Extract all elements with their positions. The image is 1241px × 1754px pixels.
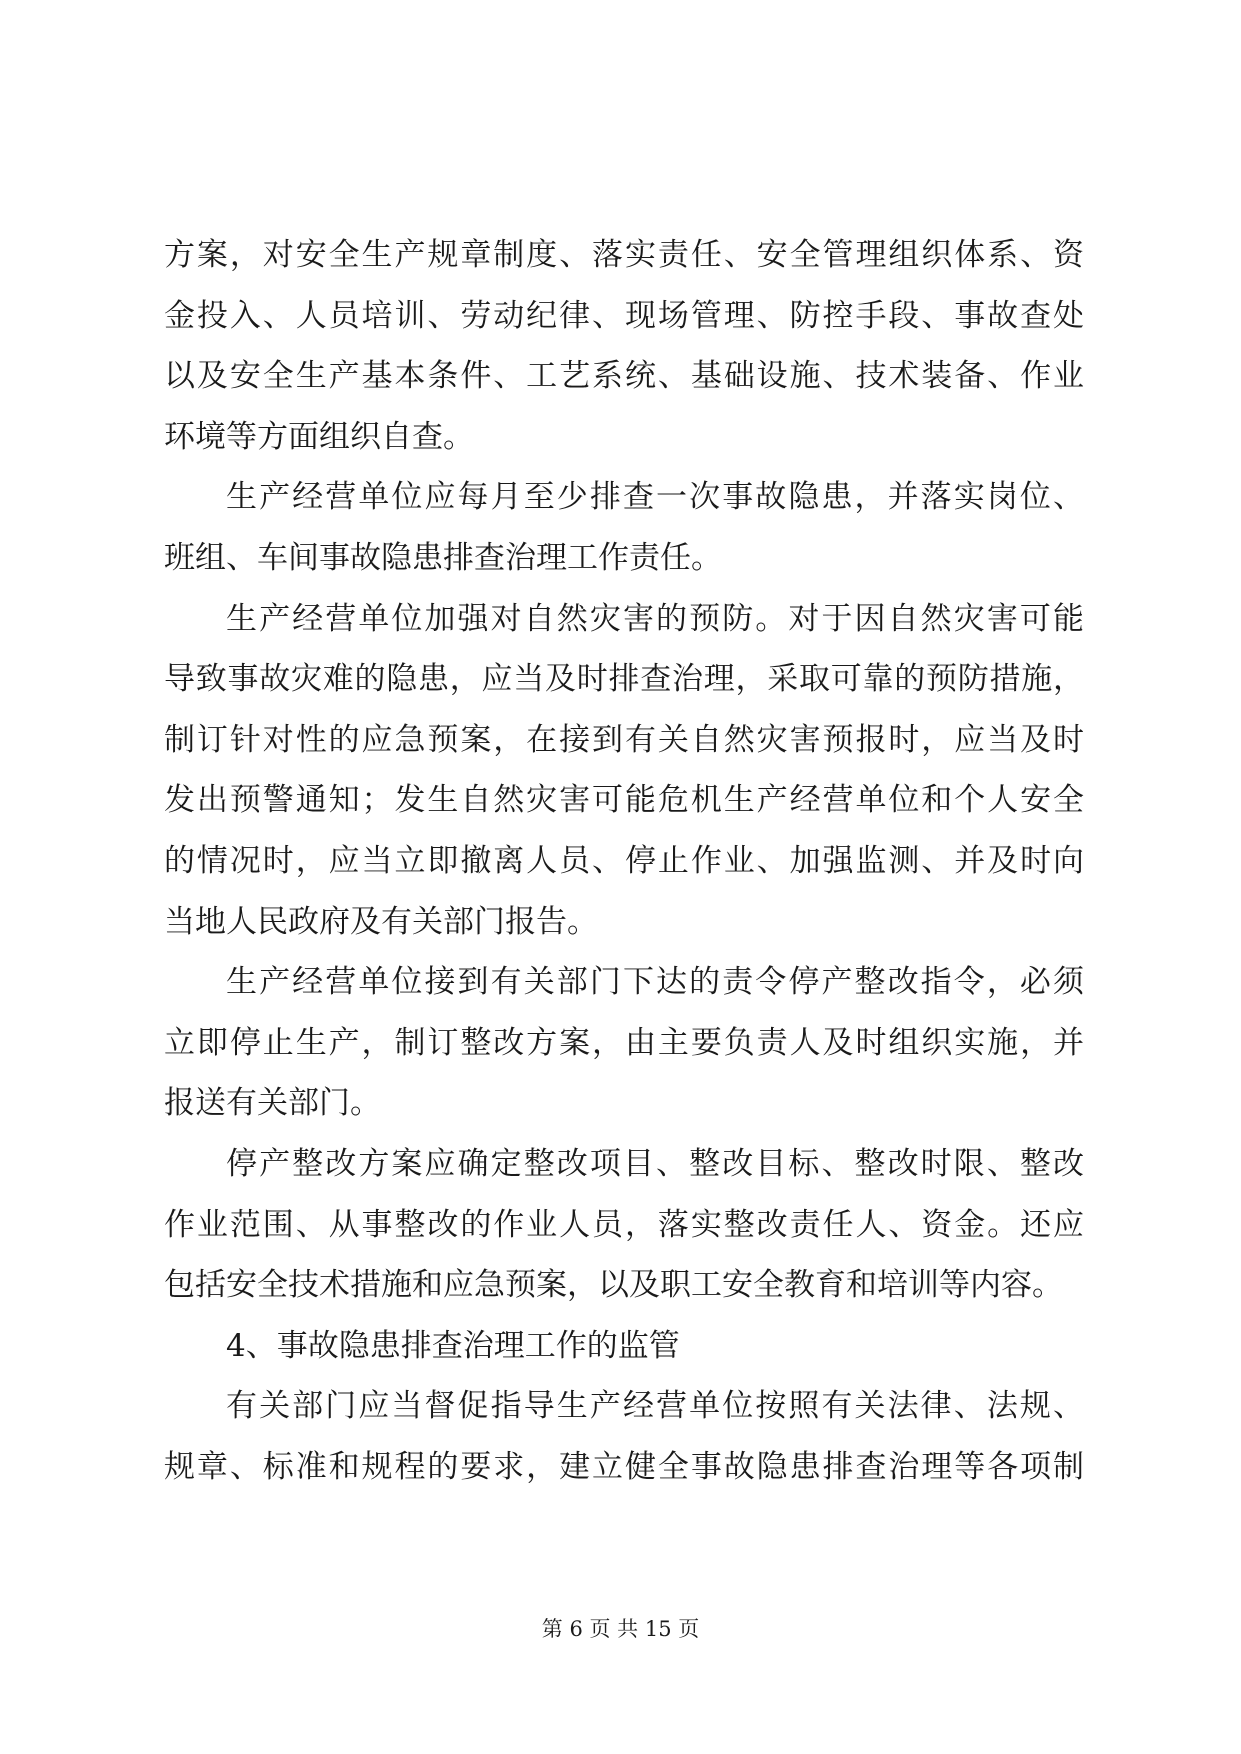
text-line: 发出预警通知；发生自然灾害可能危机生产经营单位和个人安全 xyxy=(164,782,1084,819)
text-line: 包括安全技术措施和应急预案，以及职工安全教育和培训等内容。 xyxy=(164,1267,1063,1304)
text-line: 当地人民政府及有关部门报告。 xyxy=(164,903,598,940)
page-footer xyxy=(0,1614,1241,1644)
text-line: 以及安全生产基本条件、工艺系统、基础设施、技术装备、作业 xyxy=(164,358,1084,395)
text-line: 制订针对性的应急预案，在接到有关自然灾害预报时，应当及时 xyxy=(164,721,1084,758)
section-heading: 4、事故隐患排查治理工作的监管 xyxy=(226,1327,680,1364)
text-line: 导致事故灾难的隐患，应当及时排查治理，采取可靠的预防措施， xyxy=(164,661,1084,698)
text-line: 金投入、人员培训、劳动纪律、现场管理、防控手段、事故查处 xyxy=(164,297,1084,334)
text-line: 报送有关部门。 xyxy=(164,1085,381,1122)
text-line: 立即停止生产，制订整改方案，由主要负责人及时组织实施，并 xyxy=(164,1024,1084,1061)
text-line: 作业范围、从事整改的作业人员，落实整改责任人、资金。还应 xyxy=(164,1206,1084,1243)
text-line: 有关部门应当督促指导生产经营单位按照有关法律、法规、 xyxy=(226,1388,1084,1425)
text-line: 生产经营单位加强对自然灾害的预防。对于因自然灾害可能 xyxy=(226,600,1084,637)
text-line: 班组、车间事故隐患排查治理工作责任。 xyxy=(164,539,722,576)
text-line: 的情况时，应当立即撤离人员、停止作业、加强监测、并及时向 xyxy=(164,842,1084,879)
text-line: 生产经营单位接到有关部门下达的责令停产整改指令，必须 xyxy=(226,964,1084,1001)
text-line: 方案，对安全生产规章制度、落实责任、安全管理组织体系、资 xyxy=(164,237,1084,273)
page-indicator: 第 6 页 共 15 页 xyxy=(541,1617,700,1641)
text-line: 停产整改方案应确定整改项目、整改目标、整改时限、整改 xyxy=(226,1145,1084,1182)
text-line: 生产经营单位应每月至少排查一次事故隐患，并落实岗位、 xyxy=(226,479,1084,516)
text-line: 环境等方面组织自查。 xyxy=(164,418,474,455)
document-body xyxy=(164,225,1084,1497)
text-line: 规章、标准和规程的要求，建立健全事故隐患排查治理等各项制 xyxy=(164,1448,1084,1485)
